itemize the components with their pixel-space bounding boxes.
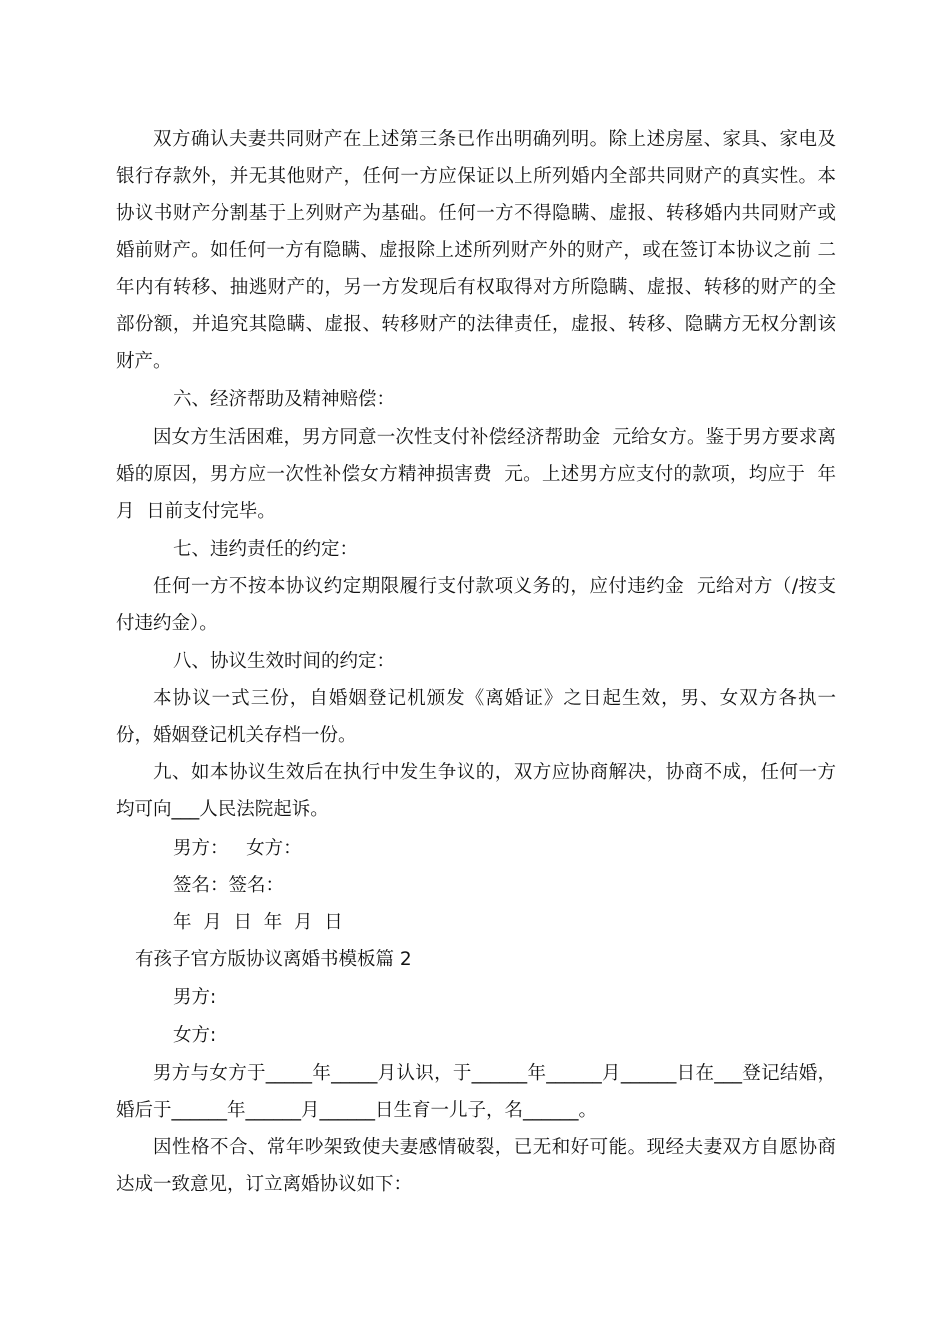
section-8-paragraph: 本协议一式三份，自婚姻登记机颁发《离婚证》之日起生效，男、女双方各执一份，婚姻登记机关存档一份。 xyxy=(116,688,836,746)
property-paragraph: 双方确认夫妻共同财产在上述第三条已作出明确列明。除上述房屋、家具、家电及银行存款外，并无其他财产，任何一方应保证以上所列婚内全部共同财产的真实性。本协议书财产分割基于上列财产为基础。任何一方不得隐瞒、虚报、转移婚内共同财产或婚前财产。如任何一方有隐瞒、虚报除上述所列财产外的财产，或在签订本协议之前 二年内有转移、抽逃财产的，另一方发现后有权取得对方所隐瞒、虚报、转移的财产的全部份额，并追究其隐瞒、虚报、转移财产的法律责任，虚报、转移、隐瞒方无权分割该财产。 xyxy=(116,129,836,372)
section-8-heading: 八、协议生效时间的约定： xyxy=(173,651,396,672)
section-2-title: 有孩子官方版协议离婚书模板篇 2 xyxy=(135,949,412,970)
signature-dates: 年 月 日 年 月 日 xyxy=(173,912,343,933)
divorce-reason-paragraph: 因性格不合、常年吵架致使夫妻感情破裂，已无和好可能。现经夫妻双方自愿协商达成一致意见，订立离婚协议如下： xyxy=(116,1137,836,1195)
acquaintance-paragraph: 男方与女方于_____年_____月认识，于______年______月______日在___登记结婚，婚后于______年______月______日生育一儿子，名______。 xyxy=(116,1063,836,1121)
signature-parties: 男方： 女方： xyxy=(173,838,302,859)
section-7-heading: 七、违约责任的约定： xyxy=(173,539,359,560)
male-label: 男方: xyxy=(173,987,217,1008)
section-9-paragraph: 九、如本协议生效后在执行中发生争议的，双方应协商解决，协商不成，任何一方均可向___人民法院起诉。 xyxy=(116,762,836,820)
signature-names: 签名：签名： xyxy=(173,875,285,896)
section-7-paragraph: 任何一方不按本协议约定期限履行支付款项义务的，应付违约金 元给对方（/按支付违约金）。 xyxy=(116,576,836,634)
section-6-paragraph: 因女方生活困难，男方同意一次性支付补偿经济帮助金 元给女方。鉴于男方要求离婚的原因，男方应一次性补偿女方精神损害费 元。上述男方应支付的款项，均应于 年 月 日前支付完毕。 xyxy=(116,427,848,522)
female-label: 女方: xyxy=(173,1025,217,1046)
section-6-heading: 六、经济帮助及精神赔偿： xyxy=(173,389,396,410)
